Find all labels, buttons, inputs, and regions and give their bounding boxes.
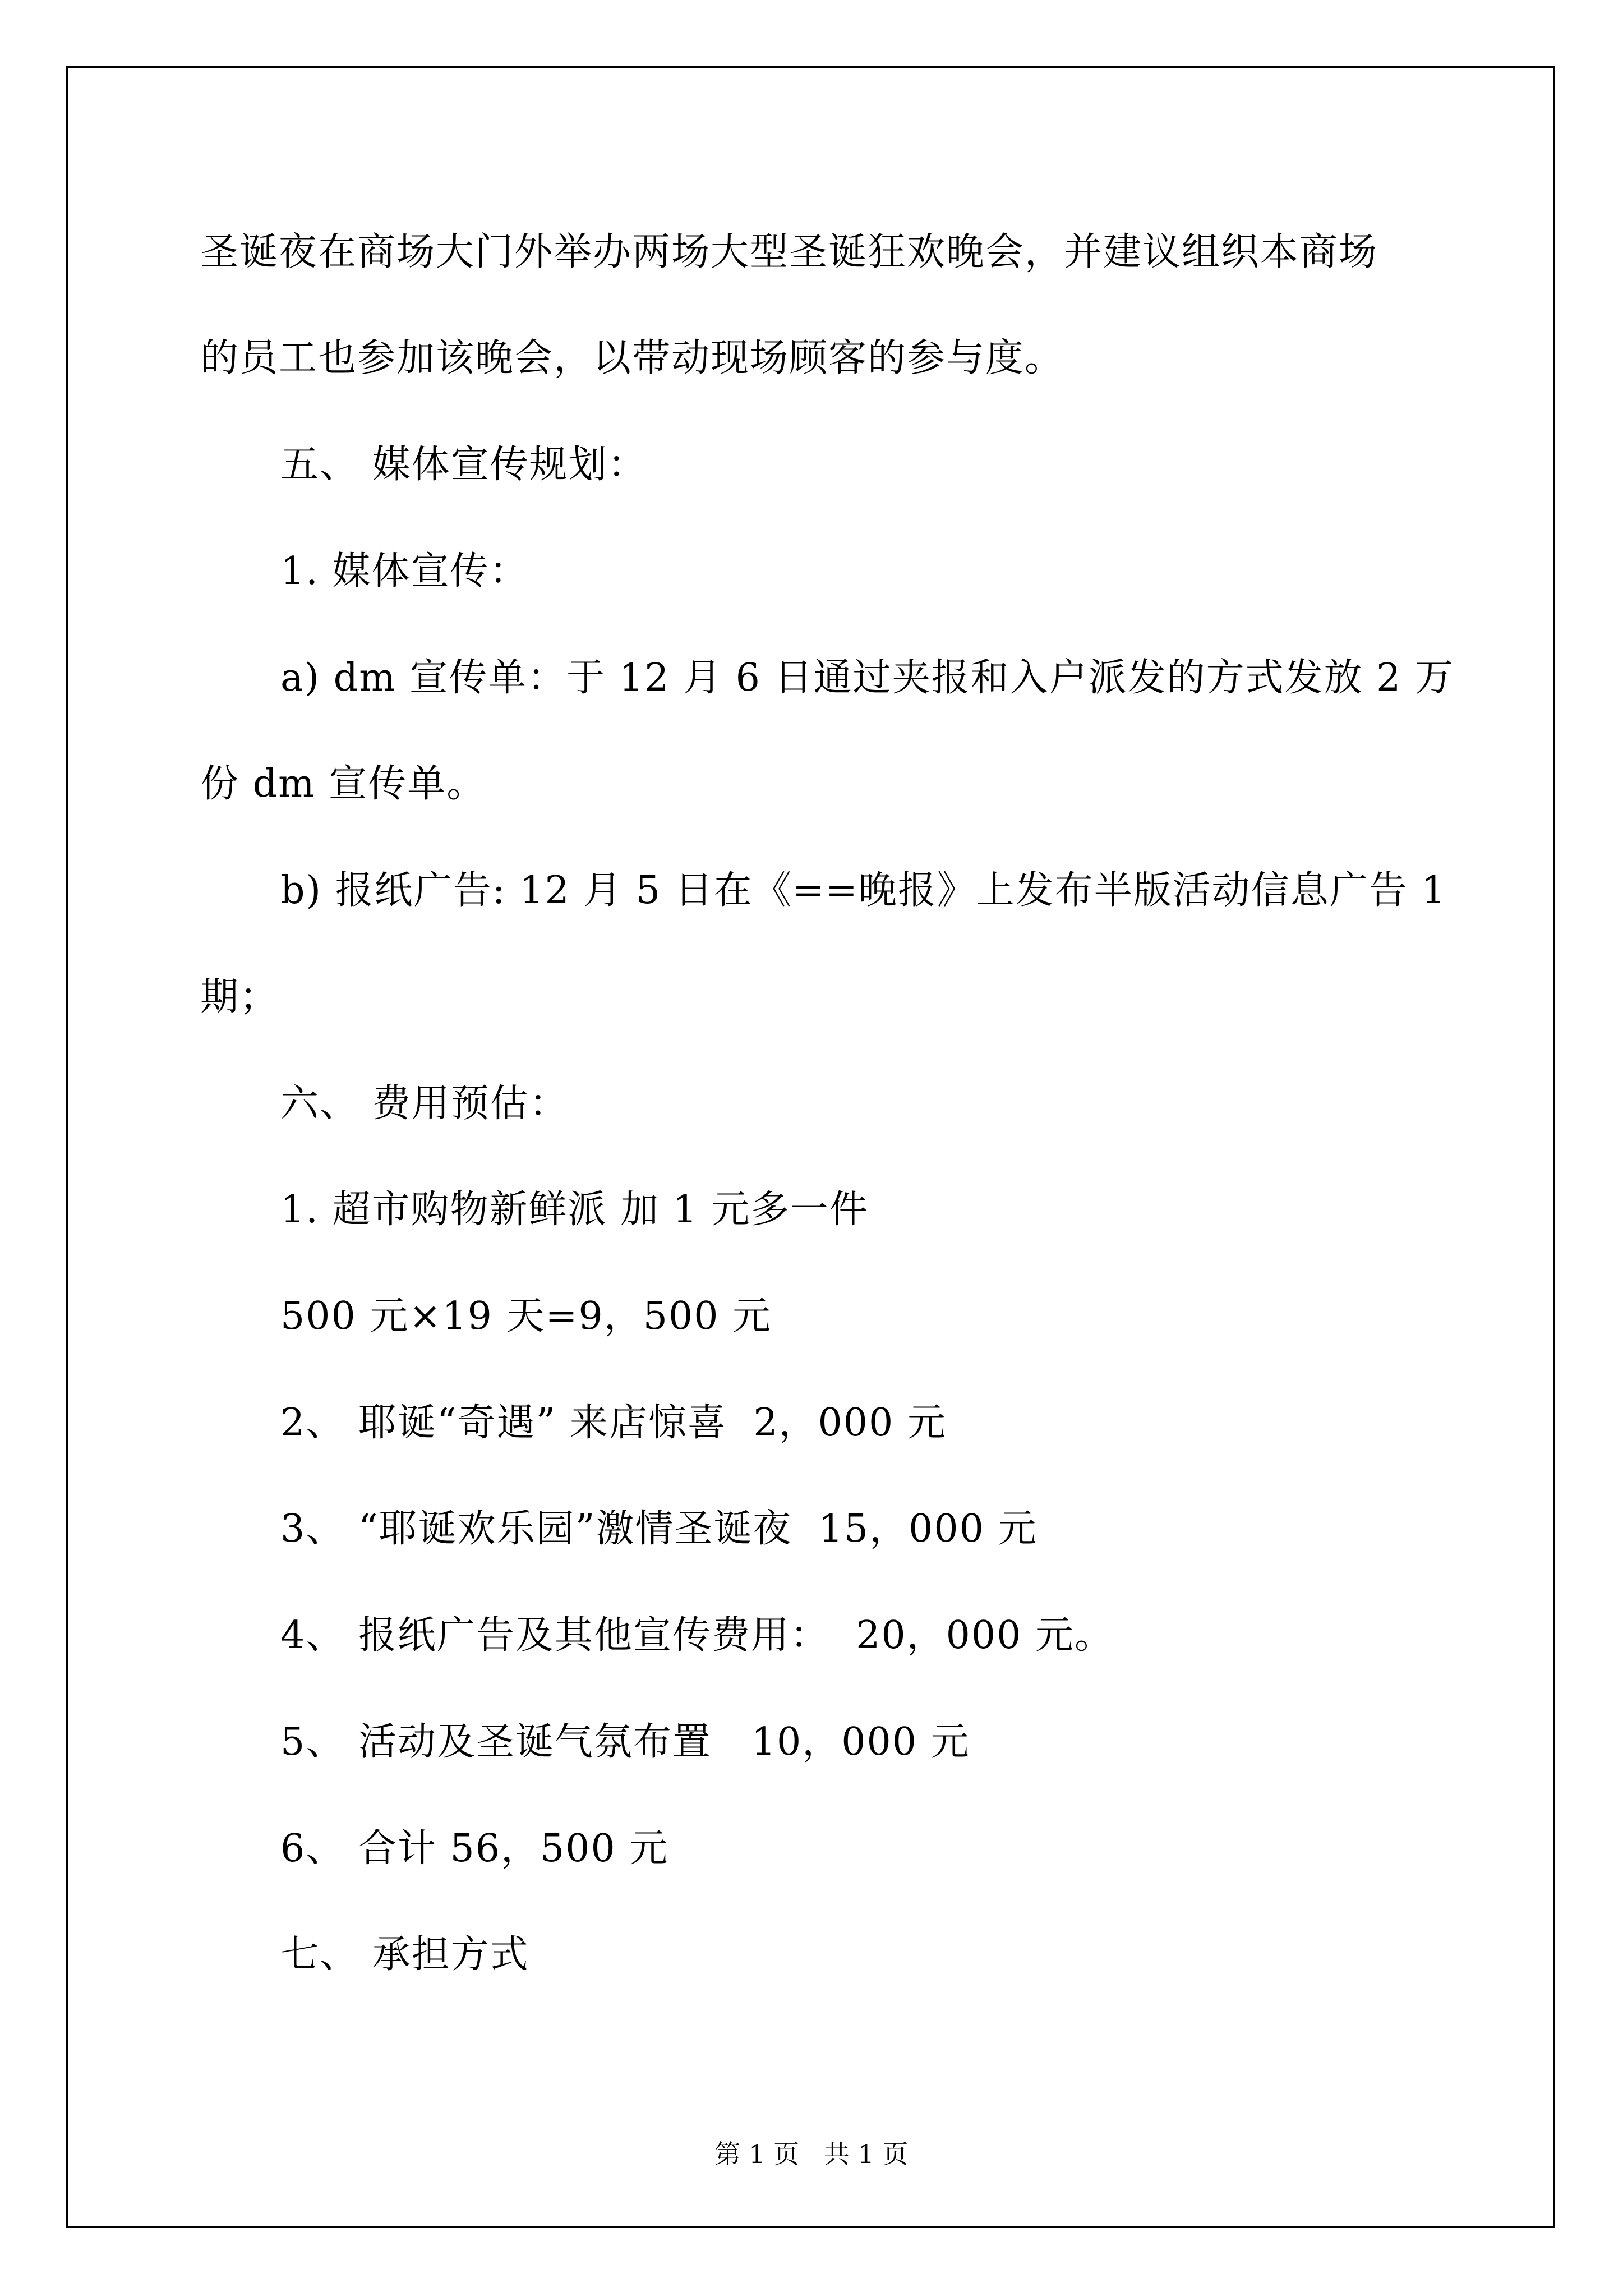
list-item: b) 报纸广告: 12 月 5 日在《==晚报》上发布半版活动信息广告 1: [280, 868, 1447, 913]
list-item: 3、 “耶诞欢乐园”激情圣诞夜 15，000 元: [280, 1507, 1038, 1551]
list-item: 4、 报纸广告及其他宣传费用： 20，000 元。: [280, 1613, 1114, 1658]
list-item: 1. 超市购物新鲜派 加 1 元多一件: [280, 1188, 869, 1232]
section-heading: 七、 承担方式: [280, 1932, 529, 1977]
list-item: a) dm 宣传单：于 12 月 6 日通过夹报和入户派发的方式发放 2 万: [280, 656, 1455, 700]
section-heading: 六、 费用预估：: [280, 1082, 569, 1126]
paragraph-line: 份 dm 宣传单。: [200, 762, 486, 806]
list-item: 6、 合计 56，500 元: [280, 1826, 669, 1871]
paragraph-line: 圣诞夜在商场大门外举办两场大型圣诞狂欢晚会，并建议组织本商场: [200, 230, 1378, 274]
list-item: 1. 媒体宣传：: [280, 549, 529, 593]
paragraph-line: 的员工也参加该晚会，以带动现场顾客的参与度。: [200, 336, 1064, 380]
list-item: 5、 活动及圣诞气氛布置 10，000 元: [280, 1720, 970, 1764]
list-item: 500 元×19 天=9，500 元: [280, 1294, 772, 1338]
page-border: [66, 66, 1555, 2228]
list-item: 2、 耶诞“奇遇” 来店惊喜 2，000 元: [280, 1401, 947, 1445]
section-heading: 五、 媒体宣传规划：: [280, 443, 647, 487]
paragraph-line: 期；: [200, 975, 279, 1019]
page-number-footer: 第 1 页 共 1 页: [714, 2139, 909, 2169]
